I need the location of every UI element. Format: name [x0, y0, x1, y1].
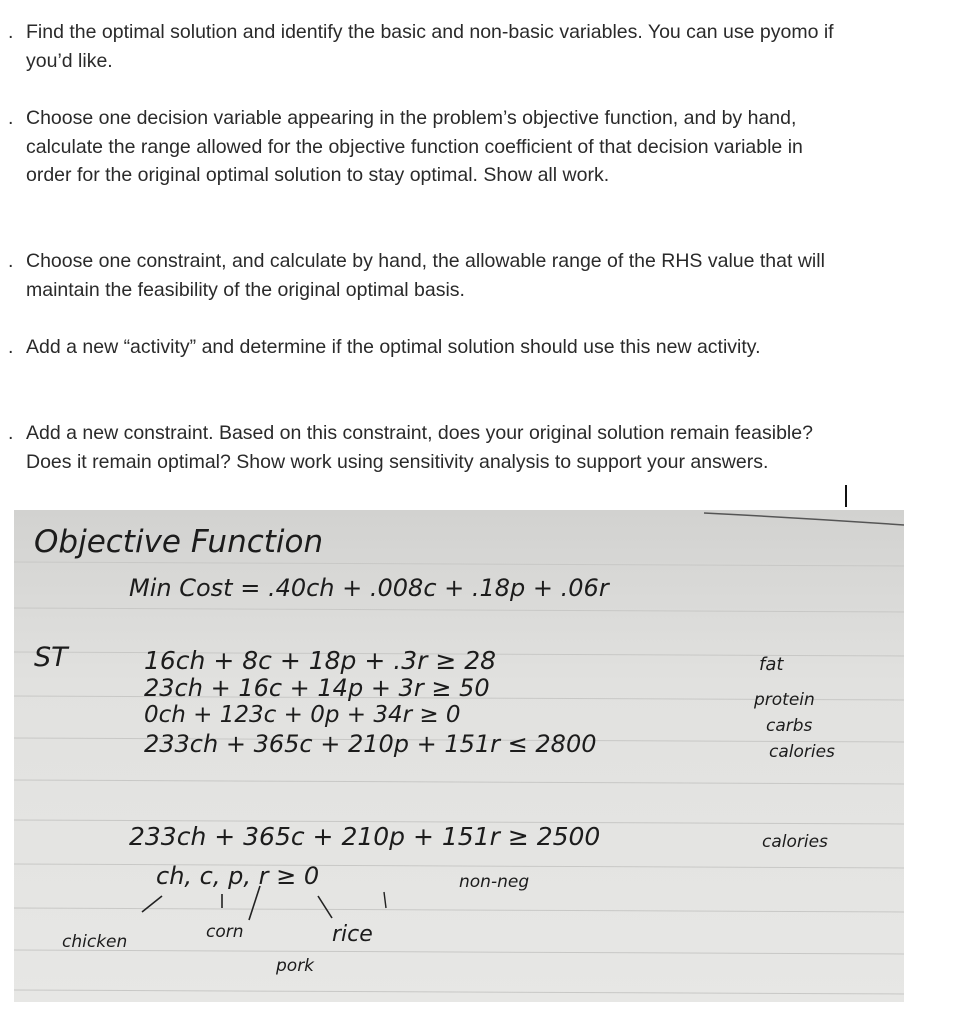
- question-5-text: Add a new constraint. Based on this constraint, does your original solution remain feasible? Does it remain optimal? Show work using sensitivity analysis to support your answers.: [26, 422, 813, 473]
- question-5: [8, 419, 838, 476]
- handwritten-notes-photo: [14, 510, 904, 1002]
- question-1: [8, 18, 838, 75]
- hw-constraint-fat: 16ch + 8c + 18p + .3r ≥ 28: [144, 646, 497, 675]
- hw-objective: Min Cost = .40ch + .008c + .18p + .06r: [129, 574, 609, 602]
- hw-nonneg-label: non-neg: [459, 872, 530, 892]
- hw-nonneg-constraint: ch, c, p, r ≥ 0: [156, 862, 320, 890]
- question-3-bullet: .: [8, 250, 14, 272]
- hw-var-pork: pork: [276, 956, 315, 976]
- question-2: [8, 104, 838, 190]
- hw-var-corn: corn: [206, 922, 244, 942]
- question-list: [0, 0, 962, 510]
- hw-constraint-carbs: 0ch + 123c + 0p + 34r ≥ 0: [144, 702, 461, 728]
- question-4-bullet: .: [8, 336, 14, 358]
- hw-label-protein: protein: [754, 690, 815, 710]
- hw-var-rice: rice: [332, 922, 373, 947]
- text-cursor: [845, 485, 847, 507]
- question-2-bullet: .: [8, 107, 14, 129]
- question-3-text: Choose one constraint, and calculate by hand, the allowable range of the RHS value that will maintain the feasibility of the original optimal basis.: [26, 250, 825, 301]
- hw-var-chicken: chicken: [62, 932, 128, 952]
- question-4: [8, 333, 838, 362]
- hw-constraint-calories-min: 233ch + 365c + 210p + 151r ≥ 2500: [129, 822, 601, 851]
- hw-label-calories-min: calories: [762, 832, 828, 852]
- hw-constraint-calories-max: 233ch + 365c + 210p + 151r ≤ 2800: [144, 730, 597, 758]
- question-2-text: Choose one decision variable appearing in the problem’s objective function, and by hand, calculate the range allowed for the objective function coefficient of that decision variable in order for the original optimal solution to stay optimal. Show all work.: [26, 107, 803, 187]
- hw-constraint-protein: 23ch + 16c + 14p + 3r ≥ 50: [144, 674, 490, 702]
- question-3: [8, 247, 838, 304]
- hw-st-label: ST: [34, 642, 68, 673]
- question-1-text: Find the optimal solution and identify the basic and non-basic variables. You can use pyomo if you’d like.: [26, 21, 834, 72]
- hw-title: Objective Function: [34, 524, 324, 560]
- hw-label-carbs: carbs: [766, 716, 813, 736]
- question-1-bullet: .: [8, 21, 14, 43]
- question-5-bullet: .: [8, 422, 14, 444]
- hw-label-fat: fat: [759, 654, 784, 675]
- question-4-text: Add a new “activity” and determine if the optimal solution should use this new activity.: [26, 336, 761, 358]
- hw-label-calories-max: calories: [769, 742, 835, 762]
